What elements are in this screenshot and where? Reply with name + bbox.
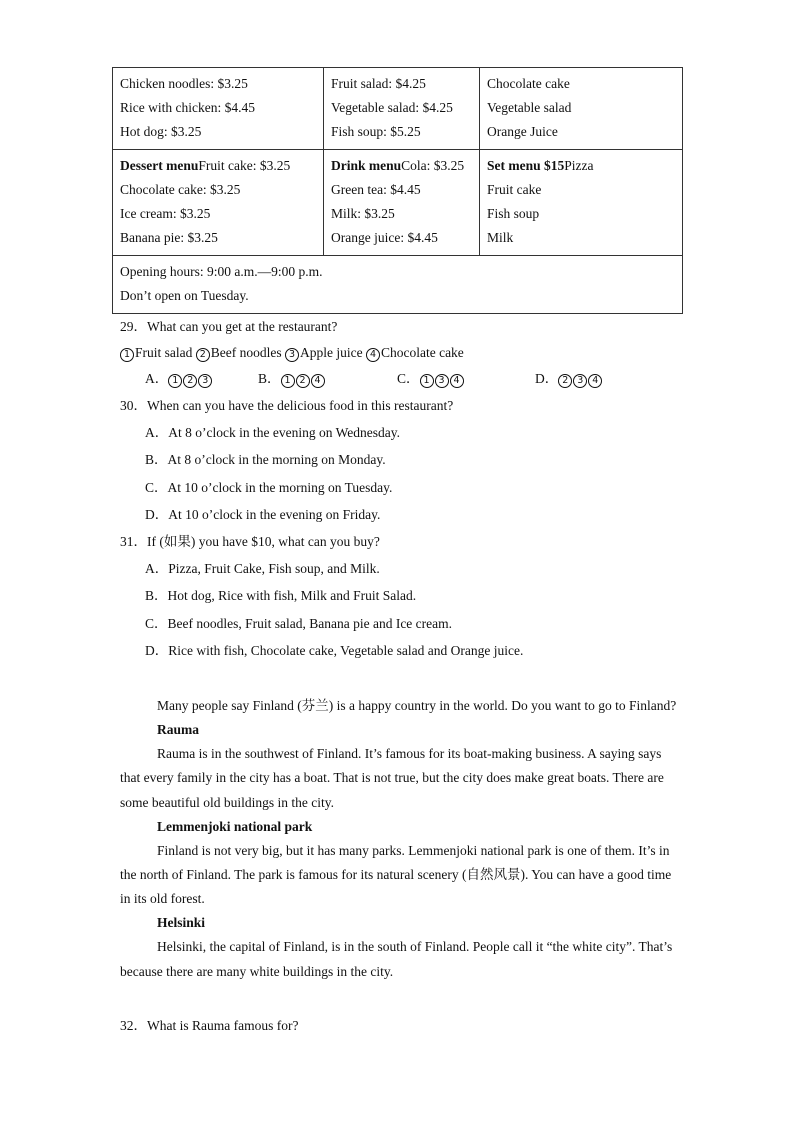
- option-c[interactable]: C．Beef noodles, Fruit salad, Banana pie and Ice cream.: [145, 615, 453, 631]
- closed-day: Don’t open on Tuesday.: [120, 288, 249, 303]
- circled-number: 4: [588, 374, 602, 388]
- menu-item: Fish soup: [487, 206, 540, 221]
- menu-item: Rice with chicken: $4.45: [120, 100, 255, 115]
- menu-item: Fruit salad: $4.25: [331, 76, 426, 91]
- menu-item: Chicken noodles: $3.25: [120, 76, 248, 91]
- menu-item: Vegetable salad: [487, 100, 572, 115]
- choice-c[interactable]: [397, 366, 465, 392]
- circled-number: 2: [558, 374, 572, 388]
- set-menu-title: Set menu $15: [487, 158, 565, 173]
- section-heading-lemmenjoki: Lemmenjoki national park: [157, 818, 313, 834]
- section-text-rauma: Rauma is in the southwest of Finland. It’s famous for its boat-making business. A saying says that every family in the city has a boat. That is not true, but the city does make great boats. There are some beautiful old buildings in the city.: [120, 746, 664, 810]
- question-31: [120, 529, 680, 664]
- restaurant-menu-table: [112, 67, 683, 314]
- item-text: Apple juice: [299, 345, 366, 360]
- circled-number: 2: [196, 348, 210, 362]
- opening-hours-cell: [113, 256, 683, 314]
- choice-d[interactable]: [535, 366, 603, 392]
- opening-hours: Opening hours: 9:00 a.m.—9:00 p.m.: [120, 264, 323, 279]
- circled-number: 1: [281, 374, 295, 388]
- menu-item: Green tea: $4.45: [331, 182, 421, 197]
- circled-number: 2: [296, 374, 310, 388]
- menu-item: Banana pie: $3.25: [120, 230, 218, 245]
- circled-number: 1: [420, 374, 434, 388]
- dessert-menu-title: Dessert menu: [120, 158, 199, 173]
- circled-number: 4: [450, 374, 464, 388]
- menu-item: Milk: [487, 230, 514, 245]
- menu-row-main: [113, 68, 683, 150]
- question-text: 29．What can you get at the restaurant?: [120, 319, 338, 334]
- reading-passage: [120, 694, 680, 984]
- section-text-lemmenjoki: Finland is not very big, but it has many parks. Lemmenjoki national park is one of them. It’s in the north of Finland. The park is famous for its natural scenery (自然风景). You can have a good time in its old forest.: [120, 842, 672, 907]
- menu-cell: [480, 68, 683, 150]
- menu-item: Milk: $3.25: [331, 206, 395, 221]
- choice-b[interactable]: [258, 366, 326, 392]
- q29-item-list: [120, 340, 680, 366]
- menu-item: Ice cream: $3.25: [120, 206, 211, 221]
- circled-number: 4: [366, 348, 380, 362]
- menu-item: Chocolate cake: $3.25: [120, 182, 241, 197]
- drink-menu-title: Drink menu: [331, 158, 402, 173]
- menu-item: Orange Juice: [487, 124, 558, 139]
- circled-number: 3: [285, 348, 299, 362]
- item-text: Chocolate cake: [380, 345, 464, 360]
- choice-letter: D．: [535, 371, 559, 386]
- menu-cell: [324, 68, 480, 150]
- menu-item: Cola: $3.25: [401, 158, 465, 173]
- menu-item: Fruit cake: $3.25: [198, 158, 291, 173]
- option-b[interactable]: B．Hot dog, Rice with fish, Milk and Fruit Salad.: [145, 588, 417, 604]
- question-30: [120, 393, 680, 528]
- menu-item: Fish soup: $5.25: [331, 124, 421, 139]
- menu-item: Fruit cake: [487, 182, 542, 197]
- option-d[interactable]: D．At 10 o’clock in the evening on Friday.: [145, 506, 381, 522]
- circled-number: 1: [120, 348, 134, 362]
- question-text: 32．What is Rauma famous for?: [120, 1018, 299, 1033]
- q29-choices: [120, 366, 680, 392]
- option-a[interactable]: A．Pizza, Fruit Cake, Fish soup, and Milk.: [145, 561, 380, 576]
- menu-item: Vegetable salad: $4.25: [331, 100, 453, 115]
- option-a[interactable]: A．At 8 o’clock in the evening on Wednesday.: [145, 425, 400, 440]
- question-text: 30．When can you have the delicious food in this restaurant?: [120, 398, 454, 413]
- circled-number: 4: [311, 374, 325, 388]
- circled-number: 3: [198, 374, 212, 388]
- option-b[interactable]: B．At 8 o’clock in the morning on Monday.: [145, 452, 386, 468]
- menu-cell: [113, 68, 324, 150]
- circled-number: 1: [168, 374, 182, 388]
- menu-item: Orange juice: $4.45: [331, 230, 438, 245]
- option-c[interactable]: C．At 10 o’clock in the morning on Tuesday.: [145, 479, 393, 495]
- choice-letter: C．: [397, 371, 420, 386]
- question-text: 31．If (如果) you have $10, what can you buy?: [120, 534, 380, 549]
- passage-intro: Many people say Finland (芬兰) is a happy country in the world. Do you want to go to Finland?: [157, 698, 677, 713]
- question-29: [120, 314, 680, 392]
- dessert-menu-cell: [113, 150, 324, 256]
- question-32: [120, 1013, 680, 1039]
- menu-item: Pizza: [564, 158, 594, 173]
- q29-item: [285, 345, 366, 360]
- circled-number: 3: [435, 374, 449, 388]
- item-text: Beef noodles: [210, 345, 285, 360]
- set-menu-cell: [480, 150, 683, 256]
- choice-letter: A．: [145, 371, 169, 386]
- menu-row-sections: [113, 150, 683, 256]
- section-heading-rauma: Rauma: [157, 722, 200, 738]
- choice-letter: B．: [258, 371, 281, 386]
- section-heading-helsinki: Helsinki: [157, 915, 206, 931]
- q29-item: [366, 345, 464, 360]
- menu-item: Hot dog: $3.25: [120, 124, 202, 139]
- menu-item: Chocolate cake: [487, 76, 570, 91]
- item-text: Fruit salad: [135, 345, 196, 360]
- circled-number: 2: [183, 374, 197, 388]
- circled-number: 3: [573, 374, 587, 388]
- menu-row-hours: [113, 256, 683, 314]
- choice-a[interactable]: [145, 366, 213, 392]
- option-d[interactable]: D．Rice with fish, Chocolate cake, Vegetable salad and Orange juice.: [145, 642, 524, 658]
- q29-item: [196, 345, 285, 360]
- q29-item: [120, 345, 196, 360]
- section-text-helsinki: Helsinki, the capital of Finland, is in the south of Finland. People call it “the white city”. That’s because there are many white buildings in the city.: [120, 939, 673, 979]
- drink-menu-cell: [324, 150, 480, 256]
